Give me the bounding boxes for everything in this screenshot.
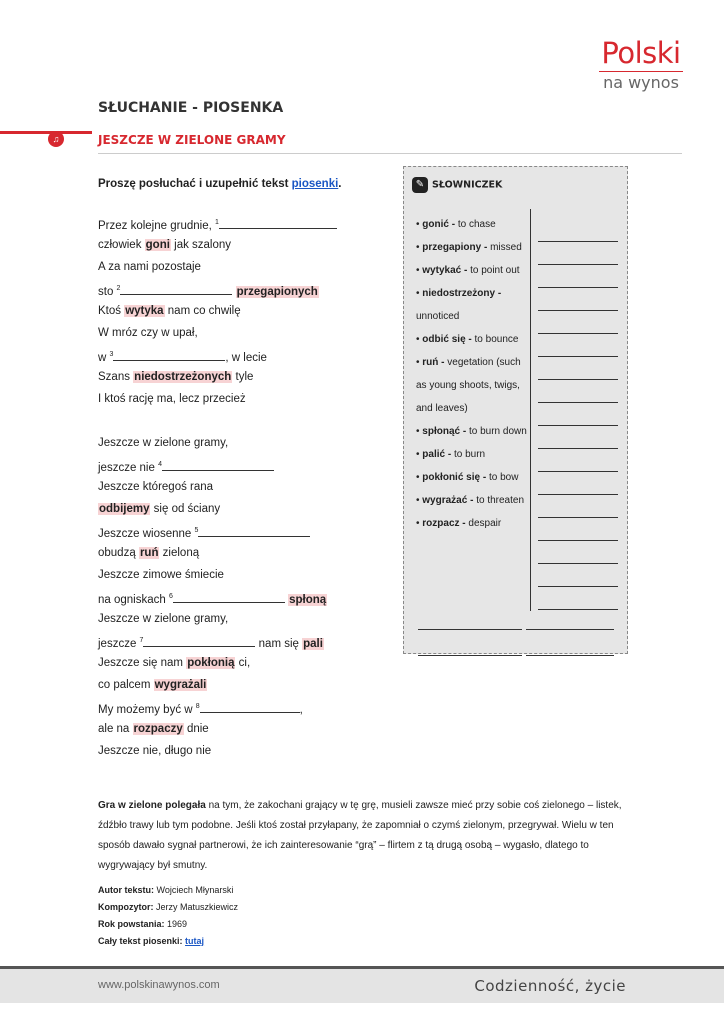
answer-blank-6[interactable] (173, 590, 285, 603)
highlighted-word: niedostrzeżonych (134, 371, 232, 383)
accent-bar (0, 131, 92, 134)
glossary-title: SŁOWNICZEK (432, 179, 503, 191)
highlighted-word: wygrażali (154, 679, 207, 691)
lyric-line: co palcem wygrażali (98, 679, 207, 691)
highlighted-word: rozpaczy (133, 723, 183, 735)
logo (596, 38, 686, 92)
glossary-item: • niedostrzeżony - unnoticed (416, 288, 502, 322)
lyric-line: człowiek goni jak szalony (98, 239, 232, 251)
highlighted-word: ruń (139, 547, 159, 559)
answer-blank-3[interactable] (113, 348, 225, 361)
song-credits: Autor tekstu: Wojciech Młynarski Kompozytor: Jerzy Matuszkiewicz Rok powstania: 1969 Cały tekst piosenki: tutaj (98, 885, 239, 946)
lyric-line: Ktoś wytyka nam co chwilę (98, 305, 241, 317)
highlighted-word: goni (145, 239, 170, 251)
song-title: JESZCZE W ZIELONE GRAMY (98, 133, 286, 147)
glossary-separator (530, 209, 531, 611)
highlighted-word: pali (303, 637, 323, 650)
lyric-line: Jeszcze zimowe śmiecie (98, 569, 224, 581)
lyric-line: Jeszcze w zielone gramy, (98, 613, 229, 625)
highlighted-word: wytyka (125, 305, 164, 317)
lyric-line: Jeszcze w zielone gramy, (98, 437, 229, 449)
lyric-line: I ktoś rację ma, lecz przecież (98, 393, 246, 405)
answer-blank-2[interactable] (120, 282, 232, 295)
lyric-line: W mróz czy w upał, (98, 327, 198, 339)
lyric-line: Jeszcze któregoś rana (98, 481, 214, 493)
instruction (98, 178, 342, 190)
highlighted-word: spłoną (289, 593, 327, 606)
answer-blank-5[interactable] (198, 524, 310, 537)
lyric-line: w $^3$ , w lecie (98, 344, 337, 366)
logo-subtitle: na wynos (603, 73, 679, 92)
lyric-line: na ogniskach $^6$ spłoną (98, 586, 337, 608)
answer-blank-1[interactable] (219, 216, 337, 229)
highlighted-word: odbijemy (99, 503, 150, 515)
lyric-line: Jeszcze wiosenne $^5$ (98, 520, 337, 542)
lyric-line: Jeszcze nie, długo nie (98, 745, 212, 757)
glossary-item: • wygrażać - to threaten (416, 495, 525, 506)
full-lyrics-link[interactable]: tutaj (185, 936, 205, 946)
lyric-line: ale na rozpaczy dnie (98, 723, 209, 735)
lyric-line: Jeszcze się nam pokłonią ci, (98, 657, 251, 669)
lyric-line: Szans niedostrzeżonych tyle (98, 371, 254, 383)
logo-divider (599, 71, 683, 72)
lyric-line: jeszcze $^7$ nam się pali (98, 630, 337, 652)
footer (0, 966, 724, 1003)
glossary-item: • wytykać - to point out (416, 265, 520, 276)
glossary-item: • palić - to burn (416, 449, 486, 460)
music-icon: ♫ (48, 131, 64, 147)
lyric-line: My możemy być w $^8$ , (98, 696, 337, 718)
dictionary-icon: ✎ (412, 177, 428, 193)
glossary-item: • rozpacz - despair (416, 518, 502, 529)
footer-url[interactable]: www.polskinawynos.com (98, 979, 220, 991)
answer-blank-7[interactable] (143, 634, 255, 647)
info-paragraph (98, 796, 628, 876)
glossary-note-lines[interactable] (538, 219, 618, 610)
lyric-line: A za nami pozostaje (98, 261, 201, 273)
highlighted-word: przegapionych (236, 285, 318, 298)
lyric-line: jeszcze nie $^4$ (98, 454, 337, 476)
glossary-item: • gonić - to chase (416, 219, 496, 230)
glossary-item: • przegapiony - missed (416, 242, 522, 253)
glossary-list (416, 213, 528, 535)
glossary-item: • spłonąć - to burn down (416, 426, 527, 437)
lyric-line: odbijemy się od ściany (99, 503, 221, 515)
glossary-item: • ruń - vegetation (such as young shoots, twigs, and leaves) (416, 357, 521, 414)
paragraph-body: na tym, że zakochani grający w tę grę, musieli zawsze mieć przy sobie coś zielonego – listek, źdźbło trawy lub tym podobne. Jeśli ktoś został przyłapany, że zapomniał o czymś zielonym, przegrywał. Wielu w ten sposób dawało sygnał partnerowi, że ich zainteresowanie “grą” – flirtem z tą drugą osobą – wygasło, dlatego to wygrywający był smutny. (98, 800, 622, 871)
glossary-item: • pokłonić się - to bow (416, 472, 519, 483)
highlighted-word: pokłonią (187, 657, 235, 669)
answer-blank-4[interactable] (162, 458, 274, 471)
glossary-item: • odbić się - to bounce (416, 334, 519, 345)
lyric-line: sto $^2$ przegapionych (98, 278, 337, 300)
glossary-box (403, 166, 628, 654)
paragraph-lead: Gra w zielone polegała (98, 800, 206, 811)
answer-blank-8[interactable] (200, 700, 300, 713)
instruction-text: Proszę posłuchać i uzupełnić tekst (98, 178, 292, 190)
divider (98, 153, 682, 154)
footer-category: Codzienność, życie (474, 977, 626, 995)
glossary-bottom-lines[interactable] (418, 609, 614, 661)
glossary-header (412, 177, 502, 193)
logo-title: Polski (601, 36, 681, 70)
lyric-line: Przez kolejne grudnie, $^1$ (98, 212, 337, 234)
page-title: SŁUCHANIE - PIOSENKA (98, 100, 284, 116)
instruction-end: . (338, 178, 342, 190)
lyrics (98, 212, 337, 762)
lyric-line: obudzą ruń zieloną (98, 547, 200, 559)
song-link[interactable]: piosenki (291, 178, 339, 190)
